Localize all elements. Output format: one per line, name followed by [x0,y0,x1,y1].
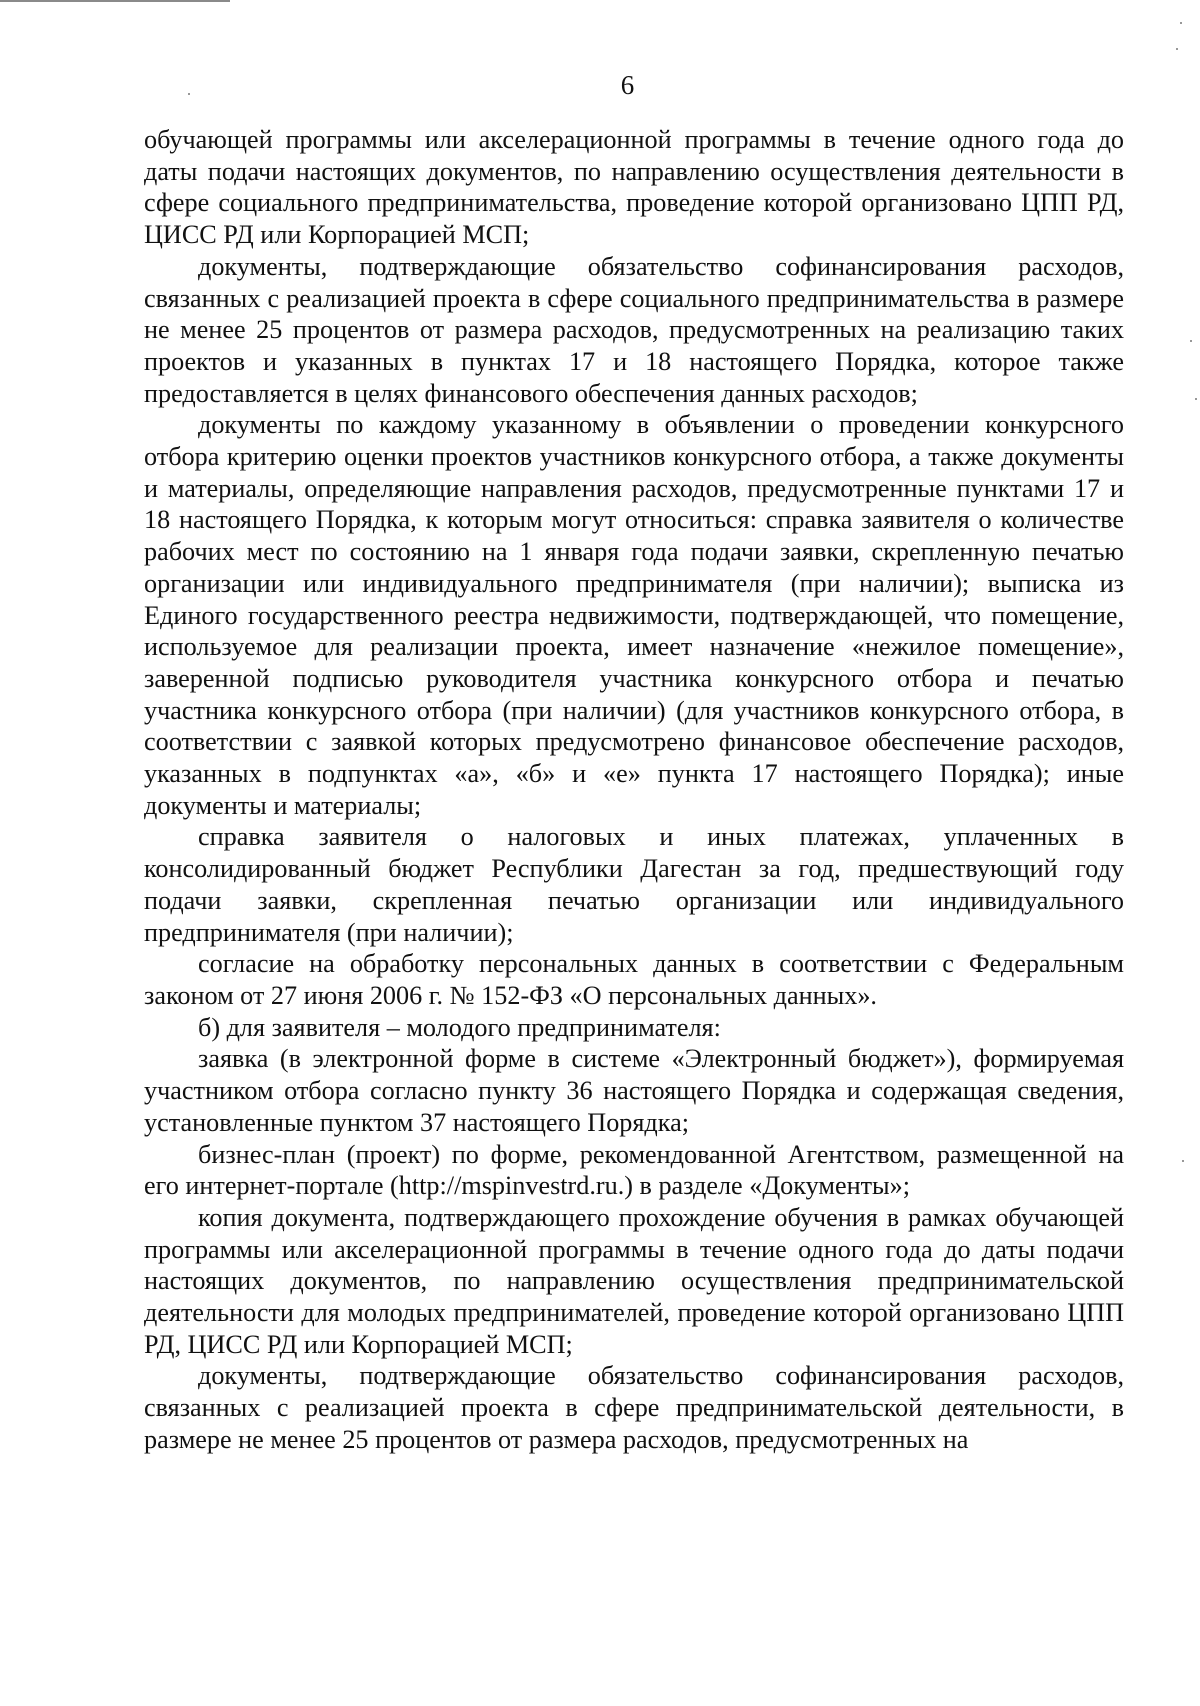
scan-speck [1180,22,1182,24]
scan-speck [1182,1160,1184,1162]
paragraph-training-copy: копия документа, подтверждающего прохождение обучения в рамках обучающей программы или акселерационной программы в течение одного года до даты подачи настоящих документов, по направлению осуществления предпринимательской деятельности для молодых предпринимателей, проведение которой организовано ЦПП РД, ЦИСС РД или Корпорацией МСП; [144,1202,1124,1359]
scan-speck [1195,398,1197,400]
scan-speck [188,93,190,95]
scan-edge-line [0,0,230,2]
paragraph-business-plan: бизнес-план (проект) по форме, рекомендованной Агентством, размещенной на его интернет-портале (http://mspinvestrd.ru.) в разделе «Документы»; [144,1139,1124,1201]
paragraph-young-entrepreneur-heading: б) для заявителя – молодого предпринимателя: [198,1012,721,1042]
paragraph-tax-certificate: справка заявителя о налоговых и иных платежах, уплаченных в консолидированный бюджет Республики Дагестан за год, предшествующий году подачи заявки, скрепленная печатью организации или индивидуального предпринимателя (при наличии); [144,822,1124,947]
paragraph-cofinancing-social: документы, подтверждающие обязательство софинансирования расходов, связанных с реализацией проекта в сфере социального предпринимательства в размере не менее 25 процентов от размера расходов, предусмотренных на реализацию таких проектов и указанных в пунктах 17 и 18 настоящего Порядка, которое также предоставляется в целях финансового обеспечения данных расходов; [144,251,1124,408]
scan-speck [1190,340,1192,342]
page-number: 6 [620,70,635,100]
scan-speck [1176,48,1178,50]
document-body [144,124,1124,1456]
paragraph-cofinancing-entrepreneur: документы, подтверждающие обязательство софинансирования расходов, связанных с реализацией проекта в сфере предпринимательской деятельности, в размере не менее 25 процентов от размера расходов, предусмотренных на [144,1361,1124,1454]
paragraph-application: заявка (в электронной форме в системе «Электронный бюджет»), формируемая участником отбора согласно пункту 36 настоящего Порядка и содержащая сведения, установленные пунктом 37 настоящего Порядка; [144,1044,1124,1137]
paragraph-continuation: обучающей программы или акселерационной программы в течение одного года до даты подачи настоящих документов, по направлению осуществления деятельности в сфере социального предпринимательства, проведение которой организовано ЦПП РД, ЦИСС РД или Корпорацией МСП; [144,125,1124,250]
paragraph-criteria-documents: документы по каждому указанному в объявлении о проведении конкурсного отбора критерию оценки проектов участников конкурсного отбора, а также документы и материалы, определяющие направления расходов, предусмотренные пунктами 17 и 18 настоящего Порядка, к которым могут относиться: справка заявителя о количестве рабочих мест по состоянию на 1 января года подачи заявки, скрепленную печатью организации или индивидуального предпринимателя (при наличии); выписка из Единого государственного реестра недвижимости, подтверждающей, что помещение, используемое для реализации проекта, имеет назначение «нежилое помещение», заверенной подписью руководителя участника конкурсного отбора и печатью участника конкурсного отбора (при наличии) (для участников конкурсного отбора, в соответствии с заявкой которых предусмотрено финансовое обеспечение расходов, указанных в подпунктах «а», «б» и «е» пункта 17 настоящего Порядка); иные документы и материалы; [144,410,1124,820]
paragraph-personal-data-consent: согласие на обработку персональных данных в соответствии с Федеральным законом от 27 июня 2006 г. № 152-ФЗ «О персональных данных». [144,949,1124,1010]
